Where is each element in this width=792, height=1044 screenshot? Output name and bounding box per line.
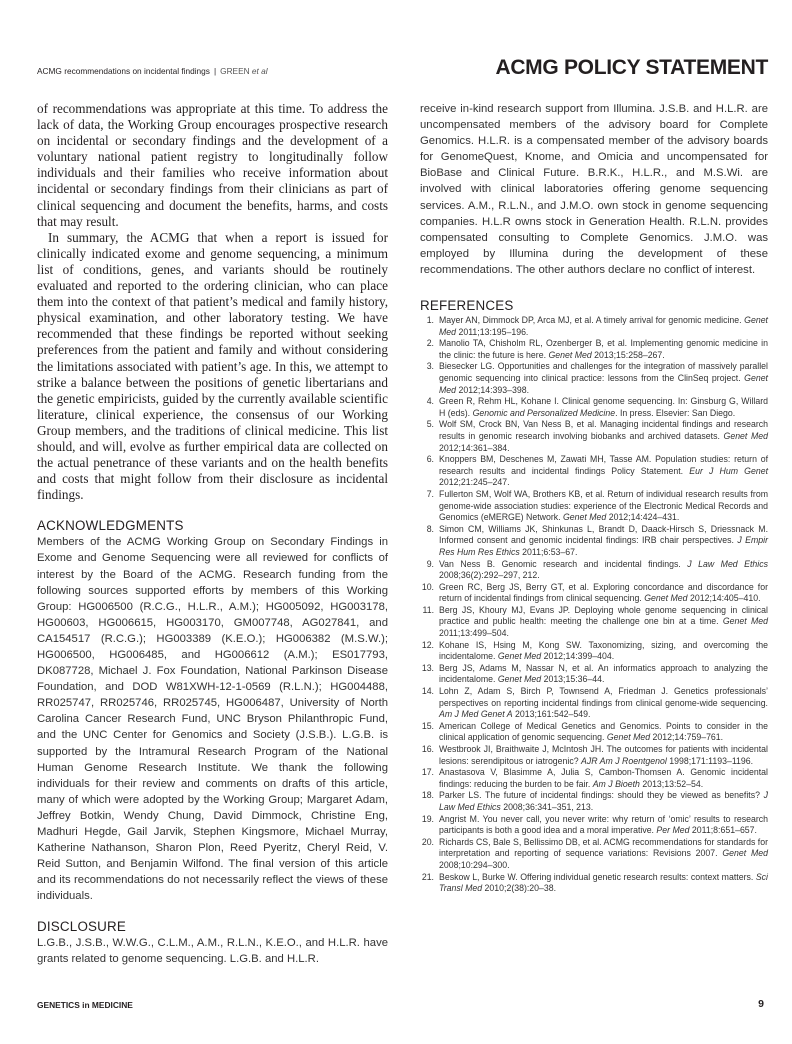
reference-number: 19. bbox=[421, 813, 434, 824]
reference-text: Richards CS, Bale S, Bellissimo DB, et al. ACMG recommendations for standards for interpretation and reporting of sequence variations: Revisions 2007. bbox=[439, 836, 768, 859]
acknowledgments-heading: ACKNOWLEDGMENTS bbox=[37, 518, 184, 534]
reference-item bbox=[420, 814, 768, 837]
reference-number: 2. bbox=[426, 338, 434, 349]
reference-item bbox=[420, 338, 768, 361]
running-et-al: et al bbox=[251, 66, 268, 76]
reference-journal: Genet Med bbox=[723, 430, 768, 441]
reference-item bbox=[420, 872, 768, 895]
references-heading: REFERENCES bbox=[420, 298, 514, 314]
reference-item bbox=[420, 767, 768, 790]
reference-item bbox=[420, 640, 768, 663]
reference-item bbox=[420, 559, 768, 582]
reference-text: Knoppers BM, Deschenes M, Zawati MH, Tasse AM. Population studies: return of research results and incidental findings Policy Statement. bbox=[439, 454, 768, 476]
reference-text: Biesecker LG. Opportunities and challenges for the integration of massively parallel genomic sequencing into clinical practice: lessons from the ClinSeq project. bbox=[439, 361, 768, 383]
reference-journal: Genet Med bbox=[439, 315, 768, 337]
reference-citation: 2008;36(2):292–297, 212. bbox=[439, 570, 540, 581]
reference-citation: 2011;13:499–504. bbox=[439, 628, 509, 639]
reference-item bbox=[420, 605, 768, 640]
disclosure-paragraph-continued: receive in-kind research support from Illumina. J.S.B. and H.L.R. are uncompensated members of the advisory board for Complete Genomics. H.L.R. is a compensated member of the advisory boards for GenomeQuest, Knome, and Omicia and uncompensated for BioBase and Clinical Future. B.R.K., H.L.R., and M.S.Wi. are involved with clinical laboratories offering genome sequencing services. A.M., R.L.N., and J.M.O. own stock in genome sequencing companies. H.L.R owns stock in Generation Health. R.L.N. provides compensated consulting to Complete Genomics. J.M.O. was employed by Illumina during the development of these recommendations. The other authors declare no conflict of interest. bbox=[420, 103, 768, 276]
reference-number: 12. bbox=[421, 639, 434, 650]
separator: | bbox=[213, 66, 217, 76]
reference-text: Simon CM, Williams JK, Shinkunas L, Brandt D, Daack-Hirsch S, Driessnack M. Informed consent and genomic incidental findings: IRB chair perspectives. bbox=[439, 523, 768, 546]
reference-item bbox=[420, 396, 768, 419]
running-head bbox=[37, 66, 268, 76]
running-authors: GREEN bbox=[220, 66, 252, 76]
reference-text: Berg JS, Khoury MJ, Evans JP. Deploying whole genome sequencing in clinical practice and public health: meeting the challenge one bin at a time. bbox=[439, 604, 768, 627]
reference-number: 11. bbox=[422, 604, 434, 615]
reference-journal: Genet Med bbox=[439, 373, 768, 395]
reference-journal: Per Med bbox=[656, 825, 690, 836]
reference-text: Mayer AN, Dimmock DP, Arca MJ, et al. A timely arrival for genomic medicine. bbox=[439, 315, 745, 326]
reference-journal: Am J Med Genet A bbox=[439, 709, 513, 720]
reference-citation: 2011;6:53–67. bbox=[519, 546, 578, 557]
reference-number: 9. bbox=[426, 558, 434, 569]
reference-journal: Genomic and Personalized Medicine bbox=[472, 407, 616, 418]
reference-citation: . In press. Elsevier: San Diego. bbox=[615, 407, 736, 418]
footer-journal-name: GENETICS in MEDICINE bbox=[37, 1000, 133, 1010]
reference-text: Manolio TA, Chisholm RL, Ozenberger B, et al. Implementing genomic medicine in the clinic: the future is here. bbox=[439, 338, 768, 360]
reference-citation: 2012;14:361–384. bbox=[439, 442, 510, 453]
reference-number: 1. bbox=[426, 315, 434, 326]
reference-number: 13. bbox=[421, 662, 434, 673]
reference-number: 15. bbox=[421, 720, 434, 731]
reference-journal: Genet Med bbox=[497, 674, 542, 685]
reference-citation: 2008;10:294–300. bbox=[439, 859, 510, 870]
reference-journal: Genet Med bbox=[644, 593, 688, 604]
reference-number: 6. bbox=[426, 454, 434, 465]
disclosure-text-continued bbox=[420, 101, 768, 278]
reference-number: 8. bbox=[426, 523, 434, 534]
running-title: ACMG recommendations on incidental findings bbox=[37, 66, 210, 76]
reference-text: Angrist M. You never call, you never write: why return of ‘omic’ results to research participants is both a good idea and a moral imperative. bbox=[439, 813, 768, 836]
reference-item bbox=[420, 524, 768, 559]
reference-text: Wolf SM, Crock BN, Van Ness B, et al. Managing incidental findings and research results in genomic research involving biobanks and archived datasets. bbox=[439, 419, 768, 441]
reference-item bbox=[420, 721, 768, 744]
body-paragraph: of recommendations was appropriate at this time. To address the lack of data, the Working Group encourages prospective research on incidental or secondary findings and the development of a voluntary national patient registry to longitudinally follow individuals and their families who receive information about incidental or secondary findings from their clinicians as part of clinical sequencing and document the benefits, harms, and costs that may result. bbox=[37, 101, 388, 229]
reference-number: 10. bbox=[421, 581, 434, 592]
reference-text: Kohane IS, Hsing M, Kong SW. Taxonomizing, sizing, and overcoming the incidentalome. bbox=[439, 639, 768, 662]
reference-text: Berg JS, Adams M, Nassar N, et al. An informatics approach to analyzing the incidentalome. bbox=[439, 662, 768, 685]
reference-journal: Genet Med bbox=[722, 848, 768, 859]
reference-number: 16. bbox=[421, 744, 434, 754]
reference-journal: Genet Med bbox=[497, 651, 542, 662]
reference-item bbox=[420, 744, 768, 767]
reference-item bbox=[420, 315, 768, 338]
reference-citation: 2010;2(38):20–38. bbox=[482, 883, 557, 894]
reference-journal: AJR Am J Roentgenol bbox=[581, 755, 667, 766]
reference-text: Westbrook JI, Braithwaite J, McIntosh JH. The outcomes for patients with incidental lesions: serendipitous or iatrogenic? bbox=[439, 744, 768, 766]
body-text bbox=[37, 101, 388, 503]
acknowledgments-text bbox=[37, 534, 388, 904]
reference-item bbox=[420, 837, 768, 872]
reference-journal: J Law Med Ethics bbox=[687, 558, 768, 569]
body-paragraph: In summary, the ACMG that when a report is issued for clinically indicated exome and genome sequencing, a minimum list of conditions, genes, and variants should be routinely evaluated and reported to the ordering clinician, who can place them into the context of that patient’s medical and family history, physical examination, and other laboratory testing. We have recommended that these findings be reported without seeking preferences from the patient and family and without considering the limitations associated with patient’s age. In this, we attempt to strike a balance between the positions of genetic libertarians and the genetic empiricists, guided by the currently available scientific literature, clinical experience, the consensus of our Working Group members, and the traditions of clinical medicine. This list should, and will, evolve as further empirical data are collected on the actual penetrance of these variants and on the health benefits and costs that might follow from their disclosure as incidental findings. bbox=[37, 229, 388, 503]
reference-text: Parker LS. The future of incidental findings: should they be viewed as benefits? bbox=[439, 790, 764, 801]
reference-text: Anastasova V, Blasimme A, Julia S, Cambon-Thomsen A. Genomic incidental findings: reducing the burden to be fair. bbox=[439, 767, 768, 789]
reference-item bbox=[420, 663, 768, 686]
disclosure-text bbox=[37, 935, 388, 967]
reference-text: American College of Medical Genetics and Genomics. Points to consider in the clinical application of genomic sequencing. bbox=[439, 720, 768, 743]
reference-citation: 2012;14:393–398. bbox=[456, 384, 530, 395]
reference-citation: 1998;171:1193–1196. bbox=[666, 755, 754, 766]
reference-journal: J Empir Res Hum Res Ethics bbox=[439, 535, 768, 557]
reference-citation: 2011;8:651–657. bbox=[689, 825, 757, 836]
disclosure-heading: DISCLOSURE bbox=[37, 918, 127, 934]
reference-number: 18. bbox=[421, 790, 434, 801]
reference-journal: Genet Med bbox=[606, 732, 651, 743]
reference-item bbox=[420, 686, 768, 721]
reference-number: 4. bbox=[426, 396, 434, 407]
reference-citation: 2011;13:195–196. bbox=[456, 326, 529, 337]
reference-citation: 2013;15:36–44. bbox=[541, 674, 605, 685]
reference-journal: Genet Med bbox=[722, 616, 768, 627]
left-column bbox=[37, 101, 388, 967]
section-label: ACMG POLICY STATEMENT bbox=[495, 56, 768, 79]
reference-item bbox=[420, 790, 768, 813]
reference-item bbox=[420, 489, 768, 524]
page-number: 9 bbox=[758, 998, 764, 1010]
reference-text: Van Ness B. Genomic research and incidental findings. bbox=[439, 558, 688, 569]
reference-citation: 2012;14:399–404. bbox=[541, 651, 615, 662]
reference-journal: Am J Bioeth bbox=[592, 778, 640, 789]
reference-citation: 2012;14:759–761. bbox=[650, 732, 724, 743]
reference-number: 7. bbox=[426, 488, 434, 499]
disclosure-paragraph: L.G.B., J.S.B., W.W.G., C.L.M., A.M., R.L.N., K.E.O., and H.L.R. have grants related to genome sequencing. L.G.B. and H.L.R. bbox=[37, 936, 388, 965]
reference-text: Lohn Z, Adam S, Birch P, Townsend A, Friedman J. Genetics professionals’ perspectives on reporting incidental findings from clinical genome-wide sequencing. bbox=[439, 686, 768, 708]
reference-item bbox=[420, 361, 768, 396]
reference-journal: Genet Med bbox=[548, 349, 592, 360]
reference-citation: 2013;15:258–267. bbox=[591, 349, 665, 360]
reference-text: Beskow L, Burke W. Offering individual genetic research results: context matters. bbox=[439, 871, 756, 882]
reference-text: Fullerton SM, Wolf WA, Brothers KB, et al. Return of individual research results from genome-wide association studies: experience of the Electronic Medical Records and Genomics (eMERGE) Network. bbox=[439, 488, 768, 523]
reference-text: Green RC, Berg JS, Berry GT, et al. Exploring concordance and discordance for return of incidental findings from clinical sequencing. bbox=[439, 581, 768, 604]
reference-citation: 2012;14:424–431. bbox=[606, 512, 680, 523]
reference-item bbox=[420, 419, 768, 454]
reference-journal: Sci Transl Med bbox=[439, 871, 768, 894]
reference-number: 3. bbox=[426, 361, 434, 372]
right-column bbox=[420, 101, 768, 895]
reference-citation: 2013;161:542–549. bbox=[512, 709, 591, 720]
reference-item bbox=[420, 454, 768, 489]
reference-citation: 2013;13:52–54. bbox=[639, 778, 704, 789]
reference-number: 5. bbox=[426, 419, 434, 430]
reference-item bbox=[420, 582, 768, 605]
reference-citation: 2008;36:341–351, 213. bbox=[500, 801, 594, 812]
references-list bbox=[420, 315, 768, 895]
reference-journal: J Law Med Ethics bbox=[439, 790, 768, 812]
reference-number: 17. bbox=[421, 767, 434, 778]
reference-journal: Genet Med bbox=[562, 512, 607, 523]
reference-citation: 2012;14:405–410. bbox=[687, 593, 761, 604]
reference-number: 21. bbox=[421, 871, 434, 882]
reference-number: 14. bbox=[421, 686, 434, 697]
reference-citation: 2012;21:245–247. bbox=[439, 477, 510, 488]
acknowledgments-paragraph: Members of the ACMG Working Group on Secondary Findings in Exome and Genome Sequencing were all reviewed for conflicts of interest by the Board of the ACMG. Research funding from the following sources supported efforts by members of this Working Group: HG006500 (R.C.G., H.L.R., A.M.); HG005092, HG003178, HG00603, HG006615, HG003170, GM007748, AG027841, and CA154517 (R.C.G.); HG003389 (K.E.O.); HG006382 (M.S.W.); HG006500, HG006485, and HG006612 (A.M.); ES017793, DK087728, Michael J. Fox Foundation, National Parkinson Disease Foundation, and DOD W81XWH-12-1-0569 (R.L.N.); HG004488, RR025747, RR025746, RR025745, HG006487, University of North Carolina Cancer Research Fund, UNC Bryson Philanthropic Fund, and the UNC Center for Genomics and Society (J.S.B.). L.G.B. is supported by the Intramural Research Program of the National Human Genome Research Institute. We thank the following individuals for their review and comments on drafts of this article, many of which were adopted by the Working Group; Margaret Adam, Jeffrey Botkin, Wendy Chung, David Dimmock, Christine Eng, Madhuri Hegde, Gail Jarvik, Stephen Kingsmore, Michael Murray, Katherine Nathanson, Sharon Plon, Reed Pyeritz, Cheryl Reid, V. Reid Sutton, and Benjamin Wilfond. The final version of this article and its recommendations do not necessarily reflect the views of these individuals. bbox=[37, 536, 388, 903]
reference-journal: Eur J Hum Genet bbox=[689, 465, 768, 476]
reference-number: 20. bbox=[421, 836, 434, 847]
reference-text: Green R, Rehm HL, Kohane I. Clinical genome sequencing. In: Ginsburg G, Willard H (eds). bbox=[439, 396, 768, 418]
